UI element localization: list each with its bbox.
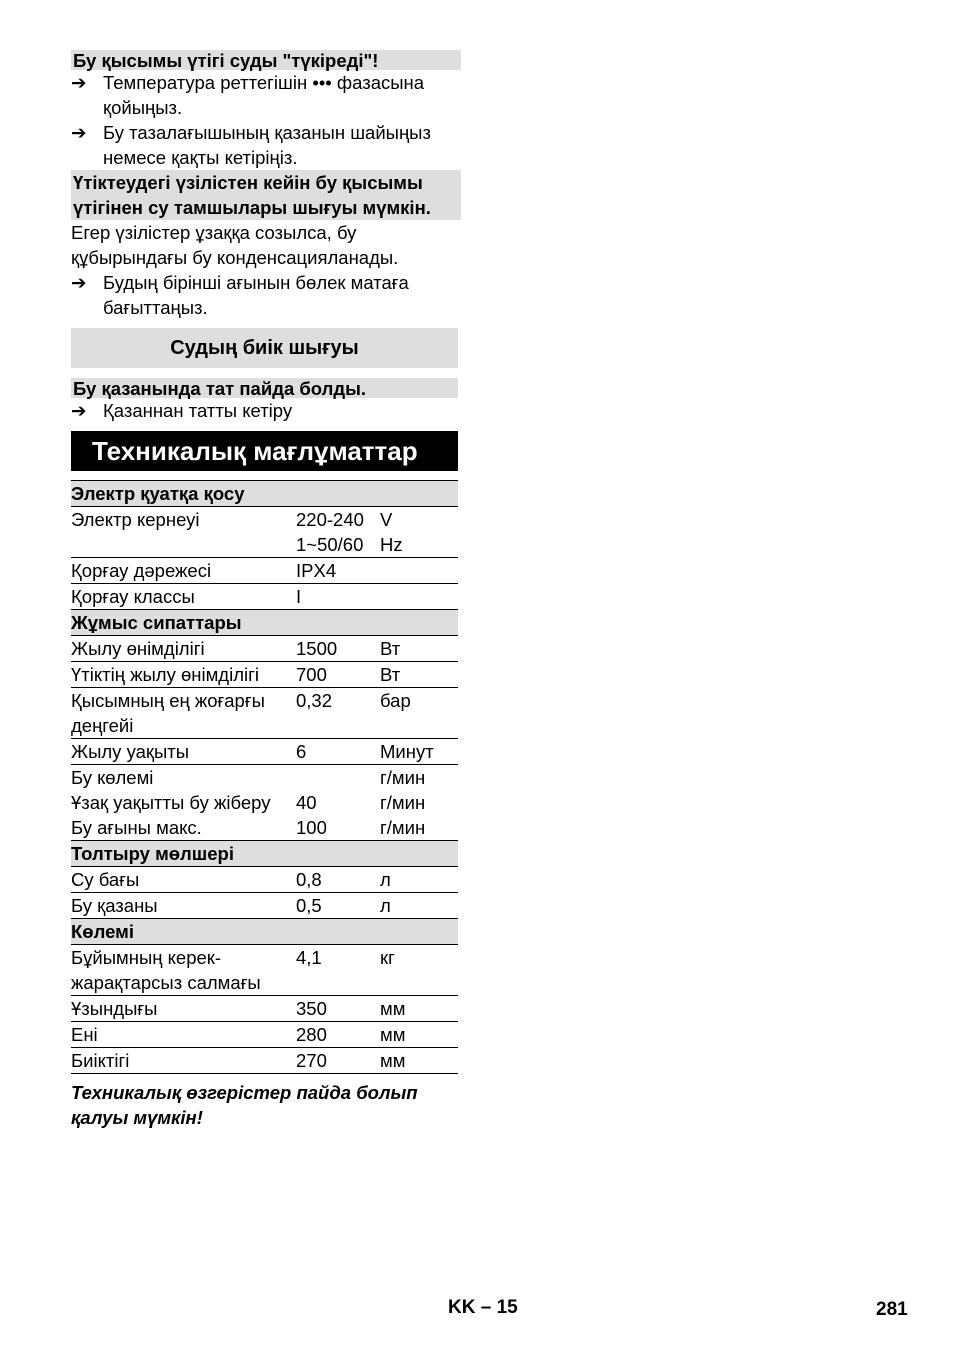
arrow-right-icon: ➔ (71, 400, 87, 421)
spec-row (71, 1022, 458, 1048)
spec-label: Электр кернеуі (71, 507, 296, 558)
spec-label: Ұзақ уақытты бу жіберу (71, 792, 271, 813)
spec-value: 0,32 (296, 688, 380, 739)
spec-unit: кг (380, 945, 458, 996)
chapter-title: Техникалық мағлұматтар (71, 431, 458, 471)
spec-row (71, 662, 458, 688)
spec-value: IPX4 (296, 558, 380, 584)
spec-unit: мм (380, 1022, 458, 1048)
spec-unit: V Hz (380, 507, 458, 558)
spec-row (71, 867, 458, 893)
spec-value (296, 765, 380, 791)
rust-step: ➔ Қазаннан татты кетіру (71, 400, 293, 421)
spec-row (71, 945, 458, 996)
spec-group-header: Көлемі (71, 919, 458, 945)
spec-unit: бар (380, 688, 458, 739)
spec-value: 270 (296, 1048, 380, 1074)
spec-row (71, 815, 458, 841)
spec-unit: г/мин (380, 792, 426, 813)
rust-heading: Бу қазанында тат пайда болды. (71, 378, 458, 398)
tech-note: Техникалық өзгерістер пайда болып қалуы мүмкін! (71, 1082, 418, 1128)
arrow-right-icon: ➔ (71, 272, 87, 293)
spec-row (71, 584, 458, 610)
spec-label: Қорғау дәрежесі (71, 558, 296, 584)
spec-label: Бұйымның керек-жарақтарсыз салмағы (71, 945, 296, 996)
spec-value: 1500 (296, 636, 380, 662)
spec-row (71, 558, 458, 584)
spec-label: Қысымның ең жоғарғы деңгейі (71, 688, 296, 739)
spec-row (71, 996, 458, 1022)
spit-step-1: ➔ Температура реттегішін ••• фазасына қойыңыз. (71, 72, 425, 118)
spec-unit (380, 558, 458, 584)
spec-value: 6 (296, 739, 380, 765)
spec-row (71, 765, 458, 791)
spec-unit: мм (380, 996, 458, 1022)
section-title-water: Судың биік шығуы (71, 328, 458, 368)
spec-value: 350 (296, 996, 380, 1022)
spec-row (71, 739, 458, 765)
page-number: 281 (876, 1299, 908, 1320)
spec-label: Қорғау классы (71, 584, 296, 610)
spec-row (71, 790, 458, 815)
spec-label: Су бағы (71, 867, 296, 893)
spec-unit: г/мин (380, 765, 458, 791)
spec-value: 220-240 1~50/60 (296, 507, 380, 558)
spec-row (71, 636, 458, 662)
spit-step-2: ➔ Бу тазалағышының қазанын шайыңыз немесе қақты кетіріңіз. (71, 122, 431, 168)
spec-value: 100 (296, 817, 327, 838)
spec-row (71, 507, 458, 558)
spec-label: Бу қазаны (71, 893, 296, 919)
spec-label: Биіктігі (71, 1048, 296, 1074)
spec-unit: Минут (380, 739, 458, 765)
spec-unit: Вт (380, 636, 458, 662)
spec-value: I (296, 584, 380, 610)
drops-text: Егер үзілістер ұзаққа созылса, бу құбырындағы бу конденсацияланады. (71, 222, 399, 268)
spec-label: Жылу уақыты (71, 739, 296, 765)
spec-value: 0,8 (296, 867, 380, 893)
drops-heading: Үтіктеудегі үзілістен кейін бу қысымы үтігінен су тамшылары шығуы мүмкін. (71, 170, 461, 220)
spec-table (71, 480, 458, 1074)
content-column (71, 50, 461, 1130)
arrow-right-icon: ➔ (71, 72, 87, 93)
spec-group-header: Электр қуатқа қосу (71, 481, 458, 507)
footer-section: KK – 15 (448, 1297, 518, 1318)
spec-label: Үтіктің жылу өнімділігі (71, 662, 296, 688)
spec-value: 700 (296, 662, 380, 688)
spec-unit: мм (380, 1048, 458, 1074)
spec-label: Бу көлемі (71, 765, 296, 791)
spec-unit (380, 584, 458, 610)
spit-heading: Бу қысымы үтігі суды "түкіреді"! (71, 50, 461, 70)
spec-label: Ұзындығы (71, 996, 296, 1022)
spec-value: 40 (296, 792, 317, 813)
spec-group-header: Жұмыс сипаттары (71, 610, 458, 636)
spec-row (71, 1048, 458, 1074)
spec-label: Жылу өнімділігі (71, 636, 296, 662)
spec-value: 280 (296, 1022, 380, 1048)
arrow-right-icon: ➔ (71, 122, 87, 143)
spec-unit: л (380, 893, 458, 919)
spec-value: 4,1 (296, 945, 380, 996)
spec-unit: Вт (380, 662, 458, 688)
spec-group-header: Толтыру мөлшері (71, 841, 458, 867)
spec-label: Бу ағыны макс. (71, 817, 202, 838)
spec-value: 0,5 (296, 893, 380, 919)
spec-unit: л (380, 867, 458, 893)
drops-step: ➔ Будың бірінші ағынын бөлек матаға бағыттаңыз. (71, 272, 409, 318)
spec-unit: г/мин (380, 817, 426, 838)
spec-row (71, 688, 458, 739)
spec-row (71, 893, 458, 919)
spec-label: Ені (71, 1022, 296, 1048)
